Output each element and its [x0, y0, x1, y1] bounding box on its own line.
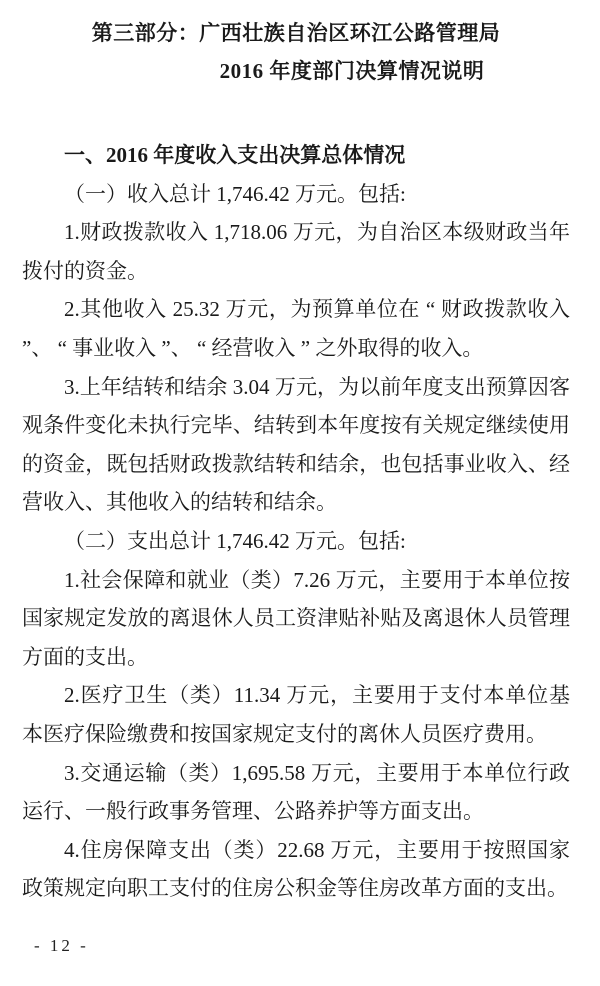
page-number: - 12 -	[34, 936, 89, 955]
paragraph-carryover-balance: 3.上年结转和结余 3.04 万元，为以前年度支出预算因客观条件变化未执行完毕、结转到本年度按有关规定继续使用的资金，既包括财政拨款结转和结余，也包括事业收入、经营收入、其他收入的结转和结余。	[22, 374, 570, 515]
paragraph-other-income: 2.其他收入 25.32 万元，为预算单位在 “ 财政拨款收入 ”、 “ 事业收入 ”、 “ 经营收入 ” 之外取得的收入。	[22, 297, 570, 360]
paragraph-fiscal-appropriation-income: 1.财政拨款收入 1,718.06 万元，为自治区本级财政当年拨付的资金。	[22, 220, 570, 283]
paragraph-housing-security-expense: 4.住房保障支出（类）22.68 万元，主要用于按照国家政策规定向职工支付的住房公积金等住房改革方面的支出。	[22, 837, 570, 901]
paragraph-social-security-expense: 1.社会保障和就业（类）7.26 万元，主要用于本单位按国家规定发放的离退休人员工资津贴补贴及离退休人员管理方面的支出。	[22, 567, 570, 669]
document-title-line1: 第三部分：广西壮族自治区环江公路管理局	[91, 21, 501, 45]
paragraph-transportation-expense: 3.交通运输（类）1,695.58 万元，主要用于本单位行政运行、一般行政事务管理、公路养护等方面支出。	[22, 760, 570, 824]
document-body	[22, 136, 570, 908]
paragraph-income-total: （一）收入总计 1,746.42 万元。包括:	[64, 181, 406, 206]
document-title-line2: 2016 年度部门决算情况说明	[219, 59, 485, 83]
paragraph-medical-health-expense: 2.医疗卫生（类）11.34 万元，主要用于支付本单位基本医疗保险缴费和按国家规定支付的离休人员医疗费用。	[22, 683, 570, 746]
section-heading: 一、2016 年度收入支出决算总体情况	[64, 143, 406, 167]
paragraph-expenditure-total: （二）支出总计 1,746.42 万元。包括:	[64, 528, 406, 553]
